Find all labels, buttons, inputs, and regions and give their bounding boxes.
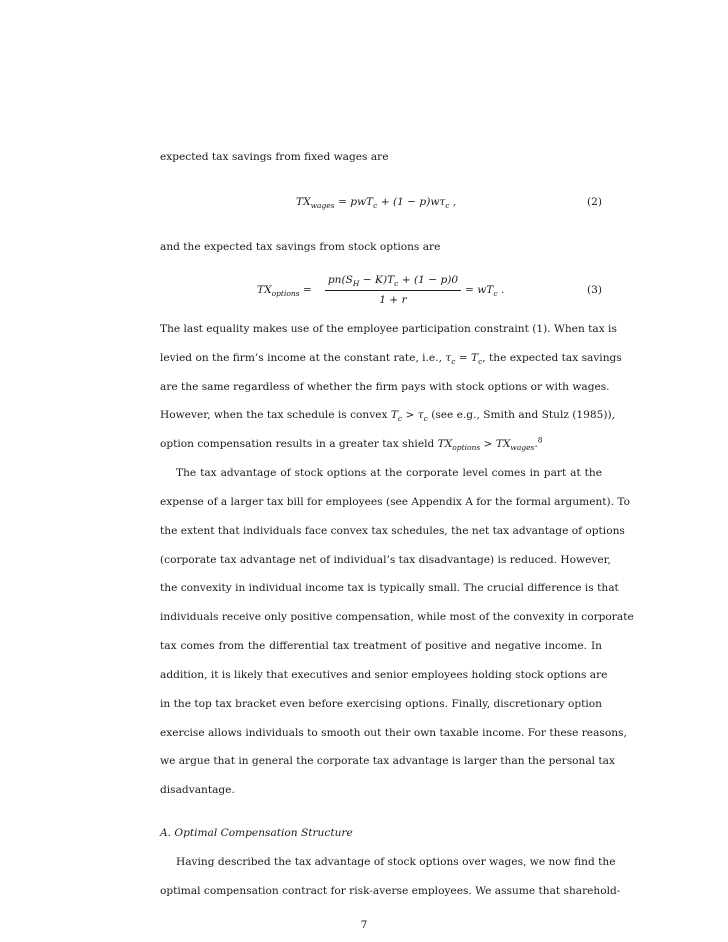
equation-3-fraction-bar — [325, 290, 461, 291]
paragraph-2-line: The tax advantage of stock options at the corporate level comes in part at the — [176, 467, 602, 479]
paragraph-2-line: disadvantage. — [160, 784, 235, 796]
equation-3-denominator: 1 + r — [379, 294, 407, 306]
paragraph-1-line: The last equality makes use of the employee participation constraint (1). When tax is — [160, 323, 617, 335]
paragraph-3-line: optimal compensation contract for risk-averse employees. We assume that sharehold- — [160, 885, 621, 897]
paragraph-2-line: expense of a larger tax bill for employees (see Appendix A for the formal argument). To — [160, 496, 631, 508]
paragraph-1-line: option compensation results in a greater tax shield $TX_{options} > TX_{wages}.^8$ — [160, 435, 543, 453]
section-heading: A. Optimal Compensation Structure — [160, 827, 353, 839]
paragraph-2-line: the extent that individuals face convex tax schedules, the net tax advantage of options — [160, 525, 625, 537]
equation-3-lhs: $TX_{options}$ = — [257, 284, 312, 299]
intro-line: expected tax savings from fixed wages are — [160, 151, 389, 163]
paragraph-2-line: exercise allows individuals to smooth out their own taxable income. For these reasons, — [160, 727, 627, 739]
paragraph-2-line: we argue that in general the corporate tax advantage is larger than the personal tax — [160, 755, 615, 767]
paragraph-1-line: However, when the tax schedule is convex $T_c > \tau_c$ (see e.g., Smith and Stulz (1985)), — [160, 409, 616, 424]
paragraph-1-line: levied on the firm’s income at the constant rate, i.e., $\tau_c = T_c$, the expected tax savings — [160, 352, 622, 367]
paragraph-2-line: individuals receive only positive compensation, while most of the convexity in corporate — [160, 611, 634, 623]
equation-2: $TX_{wages} = pwT_c + (1 - p)w\tau_c$ , — [296, 196, 457, 211]
equation-3-number: (3) — [586, 284, 602, 296]
mid-line: and the expected tax savings from stock options are — [160, 241, 441, 253]
paragraph-2-line: in the top tax bracket even before exercising options. Finally, discretionary option — [160, 698, 602, 710]
paragraph-2-line: tax comes from the differential tax treatment of positive and negative income. In — [160, 640, 602, 652]
equation-3-numerator: $pn(S_H - K)T_c + (1 - p)0$ — [327, 274, 459, 289]
paragraph-1-line: are the same regardless of whether the firm pays with stock options or with wages. — [160, 381, 610, 393]
equation-3-rhs: = $wT_c$ . — [465, 284, 505, 299]
paragraph-2-line: the convexity in individual income tax is typically small. The crucial difference is that — [160, 582, 619, 594]
paragraph-2-line: (corporate tax advantage net of individual’s tax disadvantage) is reduced. However, — [160, 554, 611, 566]
page-number: 7 — [360, 919, 368, 931]
equation-2-number: (2) — [586, 196, 602, 208]
paragraph-2-line: addition, it is likely that executives and senior employees holding stock options are — [160, 669, 608, 681]
paragraph-3-line: Having described the tax advantage of stock options over wages, we now find the — [176, 856, 616, 868]
